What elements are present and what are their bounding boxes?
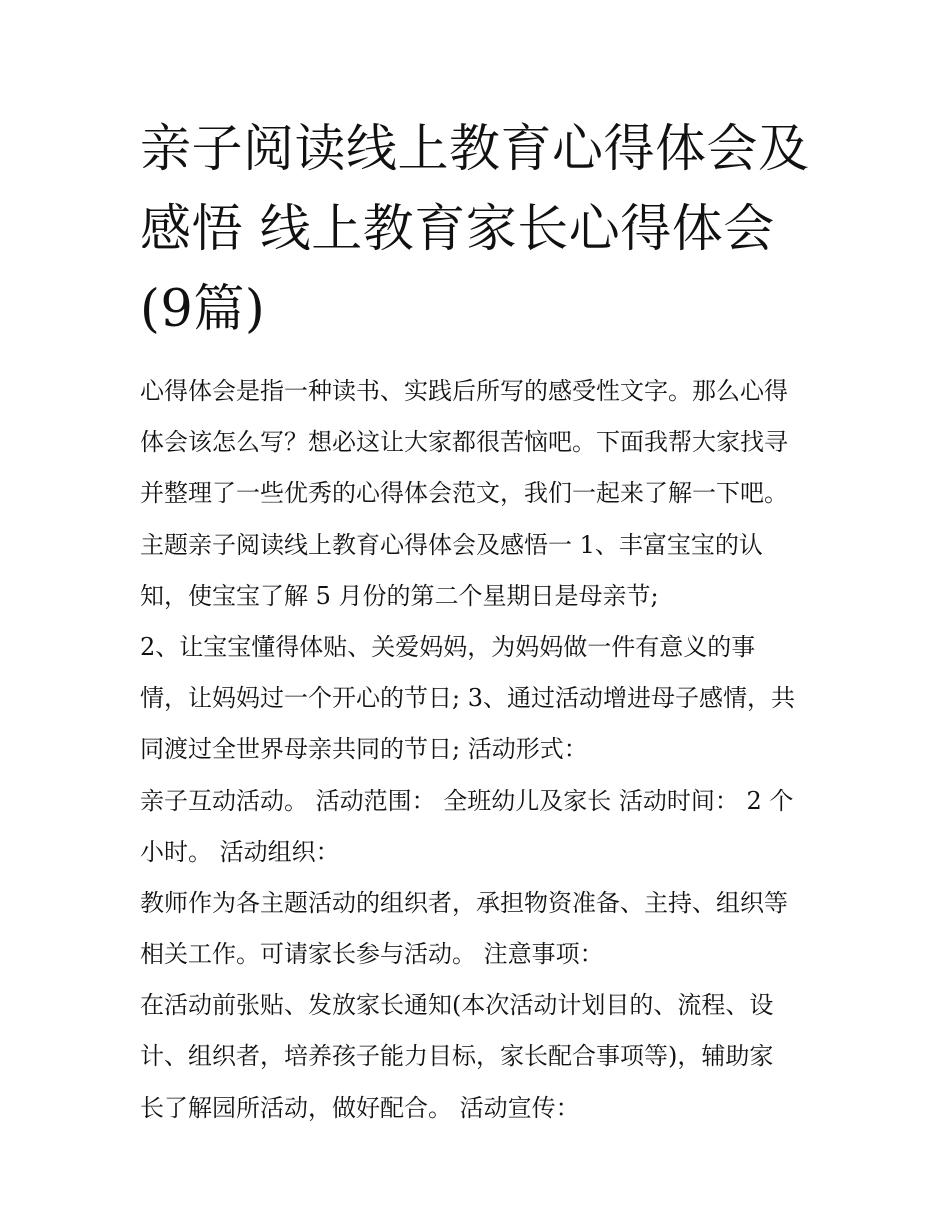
document-body <box>140 366 820 1134</box>
body-line: 小时。 活动组织： <box>140 837 340 866</box>
body-line: 相关工作。可请家长参与活动。 注意事项： <box>140 940 604 969</box>
body-line: 2、让宝宝懂得体贴、关爱妈妈，为妈妈做一件有意义的事 <box>140 632 756 661</box>
document-title: 亲子阅读线上教育心得体会及感悟 线上教育家长心得体会(9篇) <box>140 120 810 339</box>
body-line: 知，使宝宝了解 5 月份的第二个星期日是母亲节; <box>140 581 659 610</box>
body-line: 教师作为各主题活动的组织者，承担物资准备、主持、组织等 <box>140 888 788 917</box>
body-line: 情，让妈妈过一个开心的节日; 3、通过活动增进母子感情，共 <box>140 684 795 713</box>
body-line: 亲子互动活动。 活动范围： 全班幼儿及家长 活动时间： 2 个 <box>140 786 794 815</box>
document-page <box>140 110 820 1134</box>
body-line: 体会该怎么写？想必这让大家都很苦恼吧。下面我帮大家找寻 <box>140 428 788 457</box>
body-line: 在活动前张贴、发放家长通知(本次活动计划目的、流程、设 <box>140 991 774 1020</box>
body-line: 主题亲子阅读线上教育心得体会及感悟一 1、丰富宝宝的认 <box>140 530 763 559</box>
body-line: 并整理了一些优秀的心得体会范文，我们一起来了解一下吧。 <box>140 479 788 508</box>
body-line: 心得体会是指一种读书、实践后所写的感受性文字。那么心得 <box>140 377 788 405</box>
body-line: 计、组织者，培养孩子能力目标，家长配合事项等)，辅助家 <box>140 1042 774 1071</box>
body-line: 同渡过全世界母亲共同的节日; 活动形式： <box>140 735 588 764</box>
body-line: 长了解园所活动，做好配合。 活动宣传： <box>140 1093 580 1122</box>
